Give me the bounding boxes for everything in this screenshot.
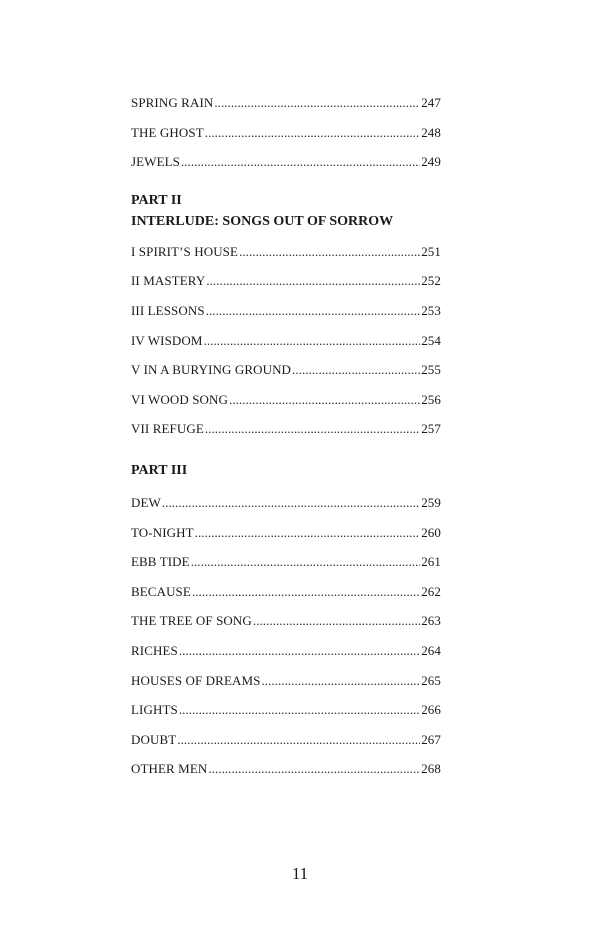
toc-entry-title: V IN A BURYING GROUND bbox=[131, 362, 292, 378]
dot-leader bbox=[204, 326, 421, 356]
toc-entry[interactable] bbox=[131, 118, 441, 148]
part2-heading-block bbox=[131, 190, 441, 232]
toc-entry-page: 266 bbox=[421, 702, 441, 718]
toc-entry-page: 251 bbox=[421, 243, 441, 259]
toc-entry-page: 253 bbox=[421, 302, 441, 318]
toc-entry-title: IV WISDOM bbox=[131, 332, 203, 348]
toc-list-part3 bbox=[131, 488, 441, 784]
toc-entry[interactable] bbox=[131, 414, 441, 444]
dot-leader bbox=[162, 488, 420, 518]
part-subheading: INTERLUDE: SONGS OUT OF SORROW bbox=[131, 213, 394, 229]
toc-entry-title: SPRING RAIN bbox=[131, 95, 214, 110]
toc-entry-page: 249 bbox=[421, 154, 441, 170]
toc-entry[interactable] bbox=[131, 754, 441, 784]
toc-entry-title: OTHER MEN bbox=[131, 761, 208, 777]
toc-entry-title: BECAUSE bbox=[131, 583, 191, 599]
toc-entry[interactable] bbox=[131, 266, 441, 296]
toc-entry-page: 260 bbox=[421, 524, 441, 540]
table-of-contents bbox=[131, 88, 441, 784]
toc-entry[interactable] bbox=[131, 326, 441, 356]
dot-leader bbox=[177, 725, 420, 755]
toc-entry-title: VII REFUGE bbox=[131, 421, 204, 437]
dot-leader bbox=[192, 577, 420, 607]
dot-leader bbox=[253, 606, 420, 636]
dot-leader bbox=[191, 547, 420, 577]
toc-entry-page: 265 bbox=[421, 672, 441, 688]
toc-entry[interactable] bbox=[131, 237, 441, 267]
part-heading: PART II bbox=[131, 192, 182, 208]
toc-entry[interactable] bbox=[131, 355, 441, 385]
toc-entry-title: II MASTERY bbox=[131, 273, 206, 289]
toc-entry-title: HOUSES OF DREAMS bbox=[131, 672, 261, 688]
toc-entry-title: LIGHTS bbox=[131, 702, 178, 718]
toc-entry-title: RICHES bbox=[131, 642, 178, 658]
toc-entry-page: 261 bbox=[421, 554, 441, 570]
toc-entry-title: EBB TIDE bbox=[131, 554, 190, 570]
toc-entry-title: JEWELS bbox=[131, 154, 180, 170]
toc-entry[interactable] bbox=[131, 606, 441, 636]
dot-leader bbox=[179, 695, 420, 725]
toc-entry[interactable] bbox=[131, 296, 441, 326]
toc-entry-page: 267 bbox=[421, 731, 441, 747]
dot-leader bbox=[179, 636, 420, 666]
dot-leader bbox=[195, 518, 421, 548]
dot-leader bbox=[292, 355, 420, 385]
toc-entry-title: VI WOOD SONG bbox=[131, 391, 229, 407]
dot-leader bbox=[181, 147, 420, 177]
toc-entry[interactable] bbox=[131, 695, 441, 725]
toc-entry-page: 257 bbox=[421, 421, 441, 437]
toc-entry[interactable] bbox=[131, 147, 441, 177]
toc-list-part1 bbox=[131, 88, 441, 177]
dot-leader bbox=[239, 237, 420, 267]
toc-entry[interactable] bbox=[131, 547, 441, 577]
toc-entry[interactable] bbox=[131, 666, 441, 696]
toc-entry-page: 268 bbox=[421, 761, 441, 777]
toc-entry-page: 248 bbox=[421, 124, 441, 140]
toc-entry-title: TO-NIGHT bbox=[131, 524, 194, 540]
toc-entry-page: 264 bbox=[421, 642, 441, 658]
toc-entry[interactable] bbox=[131, 488, 441, 518]
dot-leader bbox=[205, 118, 420, 148]
toc-entry-title: III LESSONS bbox=[131, 302, 205, 318]
part3-heading-block bbox=[131, 460, 441, 481]
toc-entry-page: 255 bbox=[421, 362, 441, 378]
toc-entry-page: 252 bbox=[421, 273, 441, 289]
toc-entry-title: I SPIRIT’S HOUSE bbox=[131, 243, 239, 259]
toc-entry-page: 259 bbox=[421, 494, 441, 510]
toc-entry[interactable] bbox=[131, 577, 441, 607]
dot-leader bbox=[214, 88, 420, 118]
toc-entry[interactable] bbox=[131, 725, 441, 755]
toc-entry-title: DEW bbox=[131, 494, 161, 510]
dot-leader bbox=[229, 385, 420, 415]
toc-entry[interactable] bbox=[131, 385, 441, 415]
dot-leader bbox=[208, 754, 420, 784]
part-heading: PART III bbox=[131, 462, 188, 478]
toc-entry[interactable] bbox=[131, 636, 441, 666]
dot-leader bbox=[261, 666, 420, 696]
toc-entry[interactable] bbox=[131, 88, 441, 118]
toc-entry-page: 262 bbox=[421, 583, 441, 599]
page-number: 11 bbox=[291, 864, 309, 883]
dot-leader bbox=[206, 296, 421, 326]
toc-entry-page: 247 bbox=[421, 95, 441, 110]
toc-entry-page: 254 bbox=[421, 332, 441, 348]
toc-entry-page: 263 bbox=[421, 613, 441, 629]
toc-entry-title: THE GHOST bbox=[131, 124, 204, 140]
toc-list-part2 bbox=[131, 237, 441, 444]
toc-entry-title: THE TREE OF SONG bbox=[131, 613, 252, 629]
dot-leader bbox=[205, 414, 420, 444]
dot-leader bbox=[206, 266, 420, 296]
toc-entry-title: DOUBT bbox=[131, 731, 177, 747]
toc-entry-page: 256 bbox=[421, 391, 441, 407]
toc-entry[interactable] bbox=[131, 518, 441, 548]
